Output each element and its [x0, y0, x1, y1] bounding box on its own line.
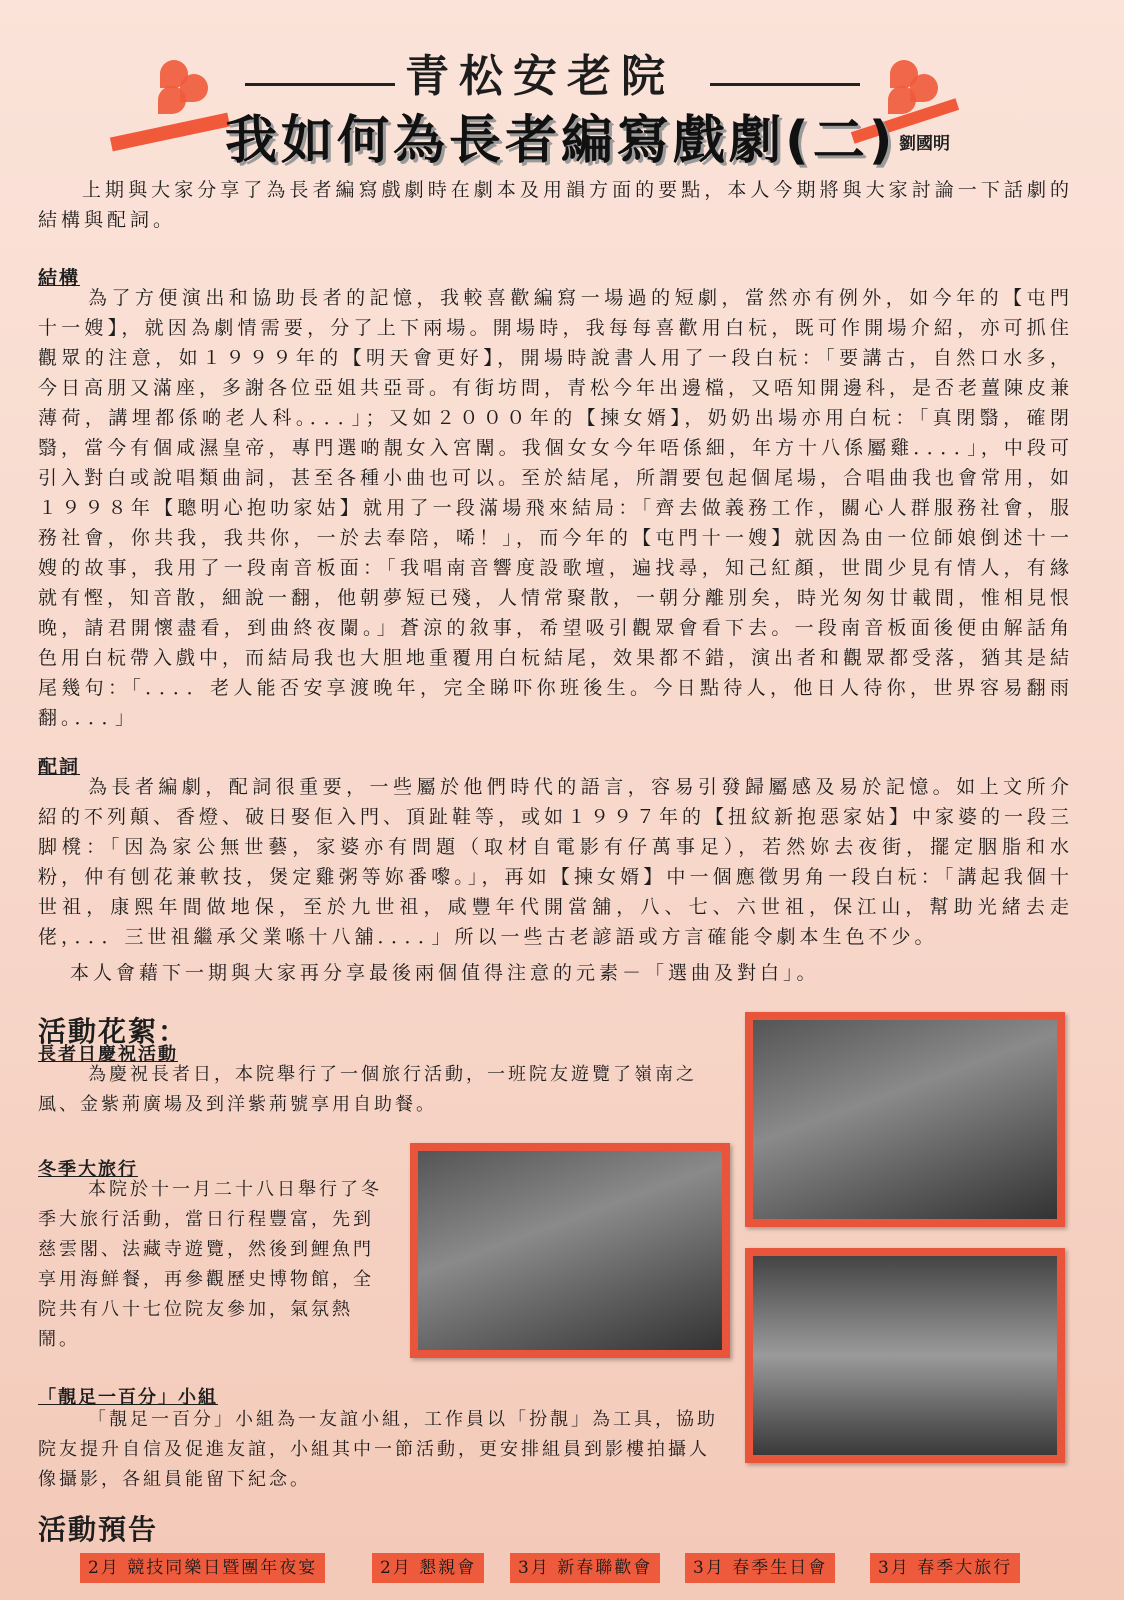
event-item: 3月 春季生日會: [685, 1553, 835, 1583]
elder-day-paragraph: 為慶祝長者日，本院舉行了一個旅行活動，一班院友遊覽了嶺南之風、金紫荊廣場及到洋紫荊號享用自助餐。: [38, 1064, 697, 1115]
winter-trip-heading: 冬季大旅行: [38, 1159, 138, 1180]
event-item: 3月 新春聯歡會: [510, 1553, 660, 1583]
preview-heading: 活動預告: [38, 1513, 159, 1546]
intro-paragraph: 上期與大家分享了為長者編寫戲劇時在劇本及用韻方面的要點，本人今期將與大家討論一下話劇的結構與配詞。: [38, 179, 1073, 231]
header-rule-left: [245, 83, 395, 86]
event-item: 2月 競技同樂日暨團年夜宴: [80, 1553, 325, 1583]
article-title: 我如何為長者編寫戲劇(二): [225, 111, 897, 171]
author-name: 劉國明: [899, 134, 950, 154]
event-item: 3月 春季大旅行: [870, 1553, 1020, 1583]
section-heading-structure: 結構: [38, 267, 81, 289]
winter-trip-paragraph: 本院於十一月二十八日舉行了冬季大旅行活動，當日行程豐富，先到慈雲閣、法藏寺遊覽，然後到鯉魚門享用海鮮餐，再參觀歷史博物館，全院共有八十七位院友參加，氣氛熱鬧。: [38, 1179, 382, 1350]
photo-winter-trip: [410, 1143, 730, 1358]
elder-day-heading: 長者日慶祝活動: [38, 1044, 178, 1065]
beauty-group-paragraph: 「靚足一百分」小組為一友誼小組，工作員以「扮靚」為工具，協助院友提升自信及促進友誼，小組其中一節活動，更安排組員到影樓拍攝人像攝影，各組員能留下紀念。: [38, 1409, 718, 1490]
event-item: 2月 懇親會: [372, 1553, 484, 1583]
lyrics-paragraph: 為長者編劇，配詞很重要，一些屬於他們時代的語言，容易引發歸屬感及易於記憶。如上文所介紹的不列顛、香燈、破日娶佢入門、頂趾鞋等，或如１９９７年的【扭紋新抱惡家姑】中家婆的一段三脚櫈：「因為家公無世藝，家婆亦有問題（取材自電影有仔萬事足），若然妳去夜街，擺定胭脂和水粉，仲有刨花兼軟技，煲定雞粥等妳番嚟。」，再如【揀女婿】中一個應徵男角一段白杬：「講起我個十世祖，康熙年間做地保，至於九世祖，咸豐年代開當舖，八、七、六世祖，保江山，幫助光緒去走佬，．．．三世祖繼承父業喺十八舖．．．．」所以一些古老諺語或方言確能令劇本生色不少。: [38, 776, 1074, 948]
closing-paragraph: 本人會藉下一期與大家再分享最後兩個值得注意的元素－「選曲及對白」。: [70, 962, 820, 984]
structure-paragraph: 為了方便演出和協助長者的記憶，我較喜歡編寫一場過的短劇，當然亦有例外，如今年的【屯門十一嫂】，就因為劇情需要，分了上下兩場。開場時，我每每喜歡用白杬，既可作開場介紹，亦可抓住觀眾的注意，如１９９９年的【明天會更好】，開場時說書人用了一段白杬：「要講古，自然口水多，今日高朋又滿座，多謝各位亞姐共亞哥。有街坊問，青松今年出邊檔，又唔知開邊科，是否老薑陳皮兼薄荷，講埋都係啲老人科。．．．」；又如２０００年的【揀女婿】，奶奶出場亦用白杬：「真閉翳，確閉翳，當今有個咸濕皇帝，專門選啲靚女入宮闈。我個女女今年唔係細，年方十八係屬雞．．．．」，中段可引入對白或說唱類曲詞，甚至各種小曲也可以。至於結尾，所謂要包起個尾場，合唱曲我也會常用，如１９９８年【聰明心抱叻家姑】就用了一段滿場飛來結局：「齊去做義務工作，關心人群服務社會，服務社會，你共我，我共你，一於去奉陪，唏！」，而今年的【屯門十一嫂】就因為由一位師娘倒述十一嫂的故事，我用了一段南音板面：「我唱南音響度設歌壇，遍找尋，知己紅顏，世間少見有情人，有緣就有慳，知音散，細說一翻，他朝夢短已殘，人情常聚散，一朝分離別矣，時光匆匆廿載間，惟相見恨晚，請君開懷盡看，到曲終夜闌。」蒼涼的敘事，希望吸引觀眾會看下去。一段南音板面後便由解話角色用白杬帶入戲中，而結局我也大胆地重覆用白杬結尾，效果都不錯，演出者和觀眾都受落，猶其是結尾幾句：「．．．．老人能否安享渡晚年，完全睇吓你班後生。今日點待人，他日人待你，世界容易翻雨翻。．．．」: [38, 287, 1074, 729]
photo-golden-bauhinia-group: [745, 1012, 1065, 1227]
beauty-group-heading: 「靚足一百分」小組: [38, 1387, 218, 1408]
organization-title: 青松安老院: [405, 51, 675, 102]
activities-heading: 活動花絮：: [38, 1015, 189, 1048]
header-rule-right: [710, 83, 860, 86]
section-heading-lyrics: 配詞: [38, 756, 81, 778]
photo-beauty-group-portrait: [745, 1248, 1065, 1463]
